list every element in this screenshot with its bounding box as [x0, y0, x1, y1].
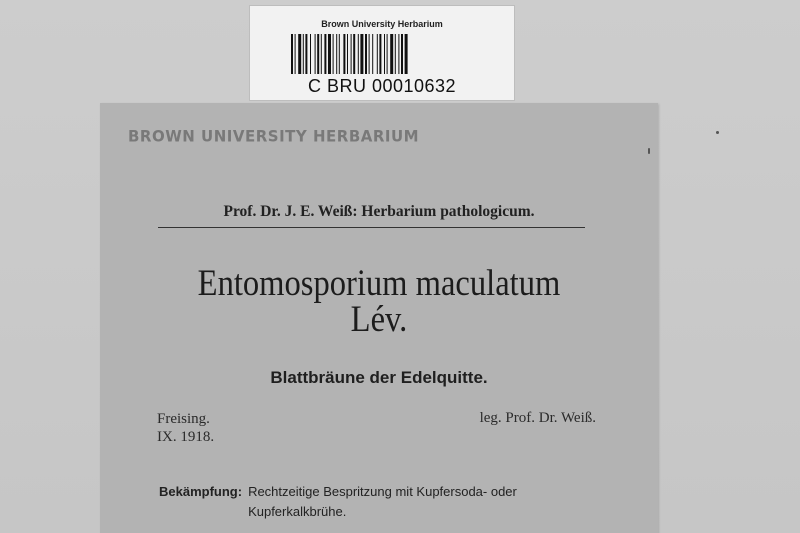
- barcode-institution: Brown University Herbarium: [321, 19, 443, 29]
- catalog-number: C BRU 00010632: [307, 76, 457, 96]
- control-note: [159, 482, 619, 522]
- barcode-icon: [291, 34, 473, 74]
- specimen-label: [100, 103, 658, 533]
- paper-speck: [648, 148, 650, 154]
- locality-block: [157, 410, 214, 446]
- control-label: Bekämpfung:: [159, 484, 243, 499]
- common-name: Blattbräune der Edelquitte.: [270, 368, 488, 387]
- locality: Freising.: [157, 411, 210, 427]
- species-name: [133, 263, 624, 340]
- collection-date: IX. 1918.: [157, 429, 215, 445]
- paper-speck: [716, 131, 719, 134]
- control-text-line2: Kupferkalkbrühe.: [248, 504, 347, 519]
- control-text: [248, 482, 517, 522]
- divider: [158, 227, 585, 228]
- species-name-line1: Entomosporium maculatum: [197, 263, 561, 304]
- collector: leg. Prof. Dr. Weiß.: [479, 410, 596, 426]
- control-text-line1: Rechtzeitige Bespritzung mit Kupfersoda- oder: [248, 484, 517, 499]
- collection-title: Prof. Dr. J. E. Weiß: Herbarium pathologicum.: [223, 203, 535, 220]
- species-author: Lév.: [350, 299, 408, 340]
- barcode-label: [249, 5, 515, 101]
- herbarium-stamp: BROWN UNIVERSITY HERBARIUM: [128, 126, 420, 146]
